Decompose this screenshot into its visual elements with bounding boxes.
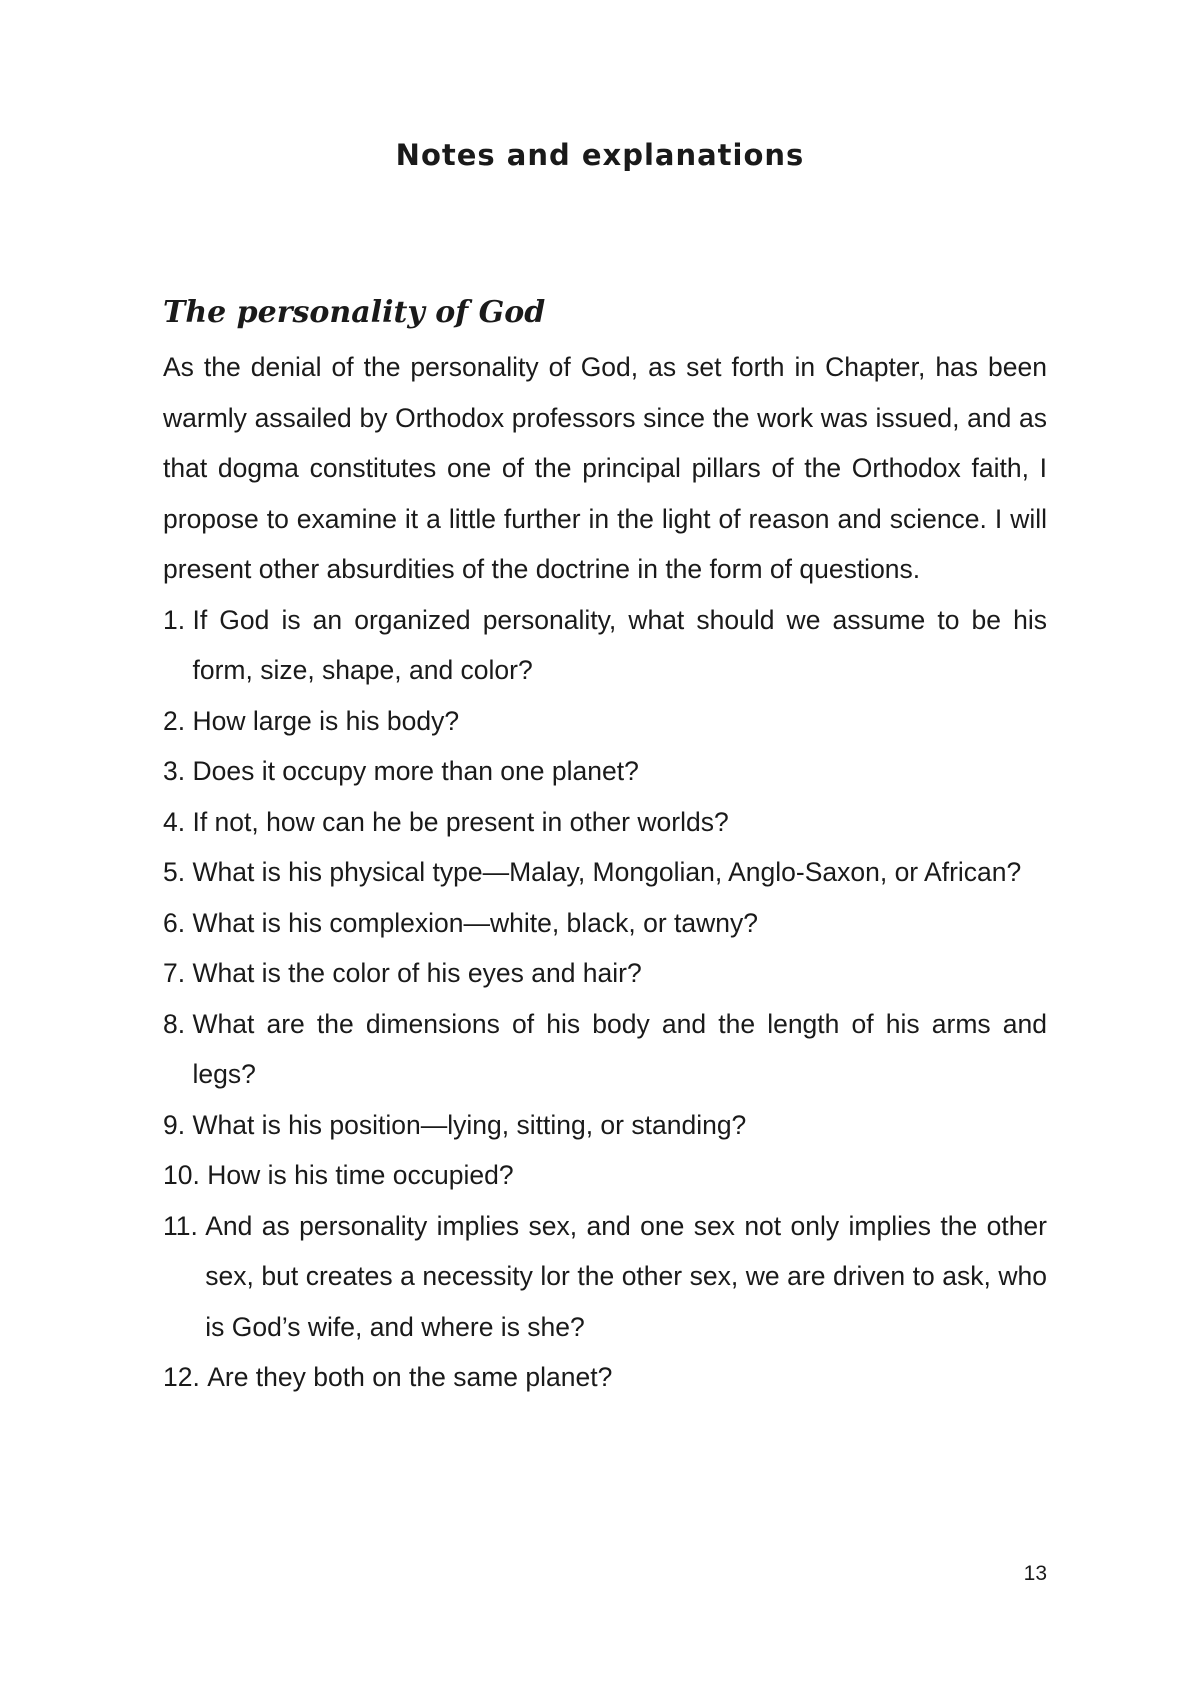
question-text: What is his position—lying, sitting, or standing? bbox=[192, 1109, 747, 1140]
page-body bbox=[163, 288, 1047, 1403]
question-item bbox=[163, 1100, 1047, 1151]
question-list bbox=[163, 595, 1047, 1403]
question-text: If God is an organized personality, what should we assume to be his form, size, shape, and color? bbox=[192, 604, 1047, 685]
question-item bbox=[163, 1201, 1047, 1353]
question-item bbox=[163, 797, 1047, 848]
question-text: If not, how can he be present in other worlds? bbox=[192, 806, 729, 837]
question-item bbox=[163, 847, 1047, 898]
question-item bbox=[163, 1352, 1047, 1403]
question-text: What is his complexion—white, black, or tawny? bbox=[192, 907, 759, 938]
question-number: 1. bbox=[163, 604, 193, 635]
question-text: What is the color of his eyes and hair? bbox=[192, 958, 642, 988]
question-number: 5. bbox=[163, 857, 193, 887]
question-item bbox=[163, 898, 1047, 949]
question-number: 6. bbox=[163, 907, 193, 938]
question-number: 2. bbox=[163, 705, 193, 736]
question-number: 7. bbox=[163, 958, 193, 988]
question-item bbox=[163, 595, 1047, 696]
question-item bbox=[163, 948, 1047, 999]
question-number: 9. bbox=[163, 1109, 193, 1140]
question-number: 8. bbox=[163, 1008, 193, 1039]
question-text: And as personality implies sex, and one sex not only implies the other sex, but creates a necessity lor the other sex, we are driven to ask, who is God’s wife, and where is she? bbox=[205, 1210, 1047, 1342]
question-number: 3. bbox=[163, 756, 193, 786]
section-title: The personality of God bbox=[163, 295, 546, 330]
question-text: How is his time occupied? bbox=[207, 1160, 514, 1190]
page-number: 13 bbox=[1023, 1562, 1047, 1585]
question-number: 10. bbox=[163, 1160, 208, 1190]
question-text: What is his physical type—Malay, Mongolian, Anglo-Saxon, or African? bbox=[192, 857, 1022, 887]
question-item bbox=[163, 999, 1047, 1100]
question-text: How large is his body? bbox=[192, 705, 460, 736]
question-text: Are they both on the same planet? bbox=[207, 1362, 613, 1392]
question-text: What are the dimensions of his body and the length of his arms and legs? bbox=[192, 1008, 1047, 1089]
question-number: 4. bbox=[163, 806, 193, 837]
question-number: 12. bbox=[163, 1362, 208, 1392]
question-text: Does it occupy more than one planet? bbox=[192, 756, 639, 786]
question-number: 11. bbox=[163, 1210, 206, 1241]
intro-paragraph: As the denial of the personality of God, as set forth in Chapter, has been warmly assailed by Orthodox professors since the work was issued, and as that dogma constitutes one of the principal pillars of the Orthodox faith, I propose to examine it a little further in the light of reason and science. I will present other absurdities of the doctrine in the form of questions. bbox=[163, 352, 1047, 584]
chapter-title: Notes and explanations bbox=[395, 138, 805, 172]
question-item bbox=[163, 696, 1047, 747]
question-item bbox=[163, 1150, 1047, 1201]
question-item bbox=[163, 746, 1047, 797]
